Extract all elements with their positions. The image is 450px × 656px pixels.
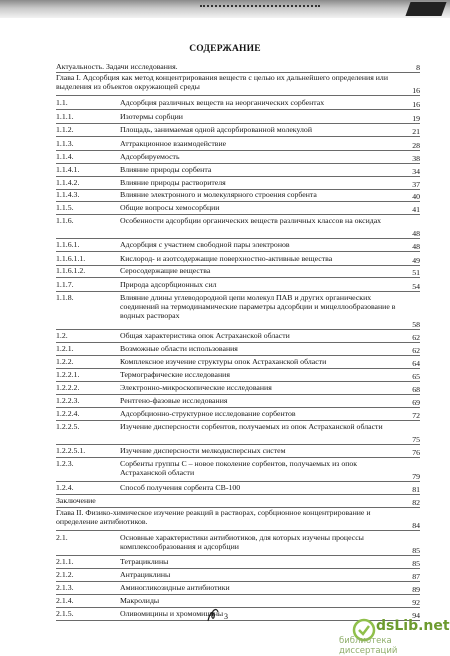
toc-entry [56, 73, 420, 96]
toc-entry-title: Антрациклины [120, 570, 171, 579]
toc-entry-title: Способ получения сорбента СВ-100 [120, 483, 241, 492]
toc-entry-page: 16 [412, 85, 420, 95]
toc-entry-number: 1.2.2.4. [56, 409, 80, 418]
toc-entry-page: 89 [412, 584, 420, 594]
toc-entry-number: 2.1.2. [56, 570, 74, 579]
toc-entry-title: Сорбенты группы С – новое поколение сорбентов, получаемых из опок Астраханской области [120, 459, 358, 478]
toc-entry [56, 483, 420, 495]
toc-entry-page: 65 [412, 371, 420, 381]
toc-entry [56, 331, 420, 343]
toc-entry-title: Адсорбируемость [120, 152, 180, 161]
toc-entry-title: Изучение дисперсности мелкодисперсных систем [120, 446, 286, 455]
toc-entry-title: Влияние природы растворителя [120, 178, 226, 187]
toc-entry [56, 254, 420, 266]
toc-entry-number: 1.2.3. [56, 459, 74, 468]
toc-entry [56, 370, 420, 382]
toc-entry-title: Аттракционное взаимодействие [120, 139, 227, 148]
toc-entry-title: Влияние природы сорбента [120, 165, 212, 174]
toc-entry-number: 1.2.2.3. [56, 396, 80, 405]
toc-entry-page: 85 [412, 558, 420, 568]
toc-entry-title: Заключение [56, 496, 96, 505]
toc-entry-number: 1.2.2.1. [56, 370, 80, 379]
toc-entry [56, 446, 420, 458]
toc-entry [56, 112, 420, 124]
toc-entry-title: Рентгено-фазовые исследования [120, 396, 228, 405]
toc-entry-page: 37 [412, 179, 420, 189]
toc-entry-number: 1.1.6. [56, 216, 74, 225]
toc-entry-page: 16 [412, 99, 420, 109]
toc-entry-title: Адсорбция с участием свободной пары электронов [120, 240, 290, 249]
toc-entry [56, 508, 420, 531]
toc-entry-page: 21 [412, 126, 420, 136]
toc-entry-title: Электронно-микроскопические исследования [120, 383, 272, 392]
toc-entry-title: Глава II. Физико-химическое изучение реакций в растворах, сорбционное концентрирование и определение антибиотиков. [56, 508, 371, 527]
toc-entry-title: Актуальность. Задачи исследования. [56, 62, 178, 71]
toc-entry-title: Термографические исследования [120, 370, 230, 379]
toc-entry-page: 92 [412, 597, 420, 607]
watermark-tagline: библиотека диссертаций [339, 636, 398, 656]
toc-entry [56, 396, 420, 408]
toc-entry-page: 34 [412, 166, 420, 176]
page-number: 3 [224, 612, 228, 621]
toc-entry-title: Кислород- и азотсодержащие поверхностно-активные вещества [120, 254, 333, 263]
toc-entry-page: 64 [412, 358, 420, 368]
toc-entry-page: 72 [412, 410, 420, 420]
toc-entry-number: 1.1.5. [56, 203, 74, 212]
toc-entry-number: 1.1.6.1.2. [56, 266, 86, 275]
toc-entry-title: Глава I. Адсорбция как метод концентрирования веществ с целью их дальнейшего определения или выделения из объектов окружающей среды [56, 73, 388, 92]
toc-entry-page: 79 [412, 471, 420, 481]
toc-entry [56, 152, 420, 164]
toc-entry-title: Тетрациклины [120, 557, 169, 566]
toc-entry-page: 75 [412, 434, 420, 444]
toc-entry [56, 357, 420, 369]
toc-entry-number: 2.1. [56, 533, 68, 542]
toc-entry-page: 51 [412, 267, 420, 277]
toc-entry-page: 62 [412, 345, 420, 355]
toc-entry [56, 165, 420, 177]
toc-entry-page: 94 [412, 610, 420, 620]
toc-entry-number: 2.1.1. [56, 557, 74, 566]
toc-entry-title: Природа адсорбционных сил [120, 280, 217, 289]
toc-entry-number: 1.2.2. [56, 357, 74, 366]
toc-entry-title: Аминогликозидные антибиотики [120, 583, 230, 592]
toc-entry-title: Адсорбция различных веществ на неорганических сорбентах [120, 98, 325, 107]
toc-entry [56, 240, 420, 252]
toc-entry [56, 583, 420, 595]
toc-entry-number: 1.1.2. [56, 125, 74, 134]
toc-entry [56, 125, 420, 137]
toc-entry [56, 496, 420, 508]
toc-entry [56, 266, 420, 278]
toc-entry-title: Серосодержащие вещества [120, 266, 211, 275]
toc-entry-page: 81 [412, 484, 420, 494]
toc-entry-number: 1.1.1. [56, 112, 74, 121]
toc-entry-number: 1.2.1. [56, 344, 74, 353]
toc-entry-title: Изотермы сорбции [120, 112, 183, 121]
toc-entry [56, 570, 420, 582]
toc-entry-page: 48 [412, 241, 420, 251]
toc-entry [56, 216, 420, 239]
toc-entry-number: 1.2. [56, 331, 68, 340]
toc-entry-number: 1.2.2.5.1. [56, 446, 86, 455]
toc-entry-page: 19 [412, 113, 420, 123]
toc-entry [56, 533, 420, 556]
toc-entry [56, 62, 420, 73]
toc-entry [56, 383, 420, 395]
toc-entry [56, 409, 420, 421]
toc-entry-page: 40 [412, 191, 420, 201]
toc-entry-page: 28 [412, 140, 420, 150]
toc-entry-page: 8 [416, 62, 420, 72]
toc-entry [56, 280, 420, 292]
toc-entry-page: 41 [412, 204, 420, 214]
toc-entry [56, 98, 420, 110]
toc-entry-number: 2.1.3. [56, 583, 74, 592]
toc-entry-title: Изучение дисперсности сорбентов, получаемых из опок Астраханской области [120, 422, 383, 431]
toc-entry [56, 596, 420, 608]
toc-entry [56, 190, 420, 202]
toc-entry-number: 1.1.4.1. [56, 165, 80, 174]
toc-entry [56, 459, 420, 482]
toc-entry-page: 54 [412, 281, 420, 291]
watermark-name: dsLib.net [376, 618, 450, 634]
toc-entry-page: 58 [412, 319, 420, 329]
toc-entry-title: Особенности адсорбции органических веществ различных классов на оксидах [120, 216, 382, 225]
toc-entry-number: 1.1.6.1. [56, 240, 80, 249]
toc-entry-number: 2.1.4. [56, 596, 74, 605]
toc-entry-number: 1.2.2.5. [56, 422, 80, 431]
toc-entry-number: 1.1.4. [56, 152, 74, 161]
toc-entry-number: 1.2.2.2. [56, 383, 80, 392]
toc-entry [56, 557, 420, 569]
toc-entry-number: 1.1.6.1.1. [56, 254, 86, 263]
toc-entry-number: 1.1.7. [56, 280, 74, 289]
toc-entry-title: Макролиды [120, 596, 160, 605]
toc-entry-page: 38 [412, 153, 420, 163]
toc-entry-number: 2.1.5. [56, 609, 74, 618]
toc-entry [56, 203, 420, 215]
toc-entry-title: Площадь, занимаемая одной адсорбированной молекулой [120, 125, 313, 134]
toc-entry-title: Общие вопросы хемосорбции [120, 203, 220, 212]
toc-entry-title: Комплексное изучение структуры опок Астраханской области [120, 357, 327, 366]
toc-entry-page: 85 [412, 545, 420, 555]
toc-entry-page: 84 [412, 520, 420, 530]
toc-entry-page: 87 [412, 571, 420, 581]
toc-entry-number: 1.1.3. [56, 139, 74, 148]
toc-entry [56, 139, 420, 151]
toc-entry [56, 293, 420, 330]
toc-entry-page: 68 [412, 384, 420, 394]
toc-entry-page: 76 [412, 447, 420, 457]
handwritten-mark [205, 606, 221, 624]
toc-entry-number: 1.1.8. [56, 293, 74, 302]
toc-entry-number: 1.1.4.2. [56, 178, 80, 187]
toc-entry-title: Общая характеристика опок Астраханской области [120, 331, 290, 340]
toc-entry-page: 62 [412, 332, 420, 342]
toc-entry-title: Влияние длины углеводородной цепи молекул ПАВ и других органических соединений на термодинамические параметры адсорбции и мицеллообразование в водных растворах [120, 293, 396, 321]
toc-entry [56, 344, 420, 356]
toc-entry-title: Адсорбционно-структурное исследование сорбентов [120, 409, 296, 418]
toc-entry-title: Основные характеристики антибиотиков, для которых изучены процессы комплексообразования и адсорбции [120, 533, 364, 552]
toc-entry-page: 82 [412, 497, 420, 507]
toc-entry-page: 69 [412, 397, 420, 407]
toc-entry [56, 422, 420, 445]
toc-entry-title: Оливомицины и хромомицины [120, 609, 224, 618]
toc-entry-number: 1.2.4. [56, 483, 74, 492]
toc-entry-title: Влияние электронного и молекулярного строения сорбента [120, 190, 317, 199]
toc-entry-number: 1.1.4.3. [56, 190, 80, 199]
toc-entry-number: 1.1. [56, 98, 68, 107]
toc-entry [56, 178, 420, 190]
page-title: СОДЕРЖАНИЕ [189, 44, 261, 54]
toc-entry-page: 49 [412, 255, 420, 265]
toc-entry-title: Возможные области использования [120, 344, 238, 353]
toc-entry-page: 48 [412, 228, 420, 238]
